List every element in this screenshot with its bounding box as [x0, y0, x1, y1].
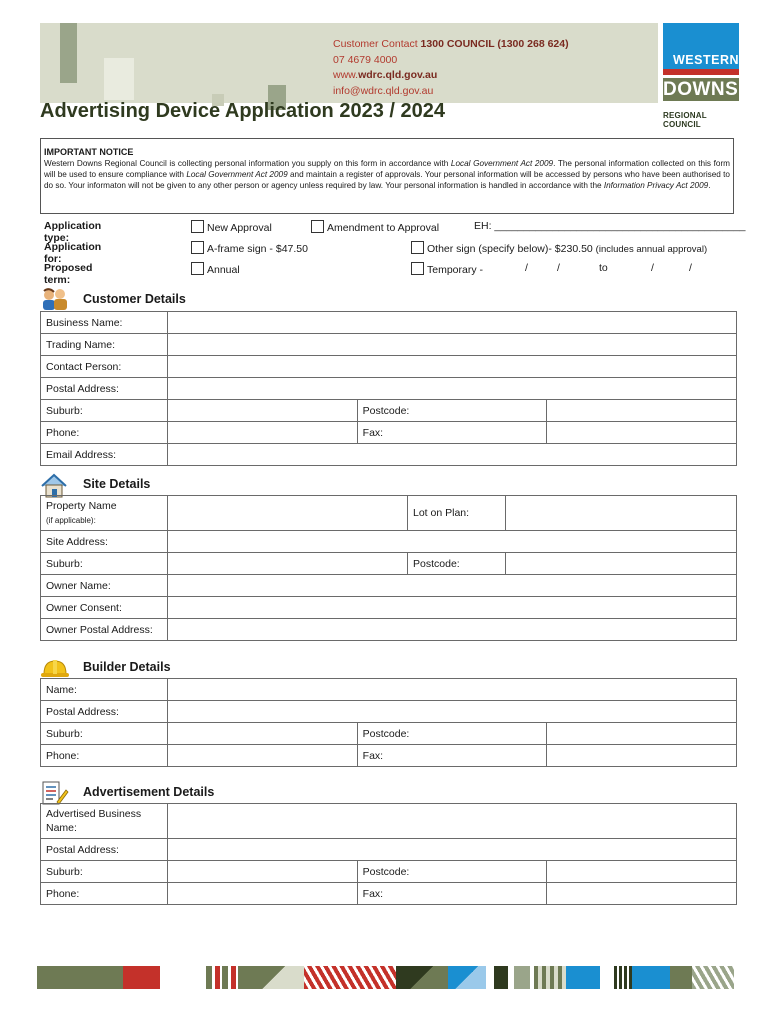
footer-stripe	[37, 966, 123, 989]
field-label: Postal Address:	[41, 701, 168, 723]
footer-stripe	[448, 966, 486, 989]
header-decor-block	[104, 58, 134, 100]
postcode-input[interactable]	[506, 553, 737, 575]
contact-label: Customer Contact	[333, 38, 418, 50]
owner-consent-input[interactable]	[168, 597, 737, 619]
application-for-label: Application for:	[44, 241, 102, 265]
builder-details-table	[40, 678, 737, 767]
logo-downs: DOWNS	[663, 79, 739, 100]
lot-on-plan-input[interactable]	[506, 496, 737, 531]
field-label: Suburb:	[41, 400, 168, 422]
field-label: Postcode:	[408, 553, 506, 575]
phone-input[interactable]	[168, 422, 358, 444]
footer-stripe	[566, 966, 600, 989]
advertisement-postal-input[interactable]	[168, 839, 737, 861]
proposed-term-label: Proposed term:	[44, 262, 93, 286]
builder-name-input[interactable]	[168, 679, 737, 701]
temporary-checkbox[interactable]	[411, 262, 424, 275]
footer-stripe	[514, 966, 530, 989]
footer-stripe	[304, 966, 396, 989]
field-label: Name:	[41, 679, 168, 701]
field-label: Postcode:	[357, 400, 547, 422]
customer-details-table	[40, 311, 737, 466]
trading-name-input[interactable]	[168, 334, 737, 356]
footer-stripe	[614, 966, 632, 989]
field-label: Phone:	[41, 422, 168, 444]
field-label: Owner Name:	[41, 575, 168, 597]
important-notice	[40, 138, 734, 214]
field-label: Owner Postal Address:	[41, 619, 168, 641]
field-label: Phone:	[41, 883, 168, 905]
business-name-input[interactable]	[168, 312, 737, 334]
footer-stripe	[123, 966, 160, 989]
property-name-input[interactable]	[168, 496, 408, 531]
date-slash: /	[525, 262, 528, 274]
council-logo	[663, 23, 739, 129]
aframe-checkbox[interactable]	[191, 241, 204, 254]
field-label: Postal Address:	[41, 839, 168, 861]
eh-field[interactable]: EH: ___________________________________________	[474, 220, 746, 232]
field-label: Property Name (if applicable):	[41, 496, 168, 531]
annual-option[interactable]: Annual	[191, 262, 240, 276]
date-slash: /	[689, 262, 692, 274]
fax-input[interactable]	[547, 422, 737, 444]
contact-phone: 07 4679 4000	[333, 53, 398, 66]
field-label: Trading Name:	[41, 334, 168, 356]
contact-email[interactable]: info@wdrc.qld.gov.au	[333, 84, 434, 97]
date-to-label: to	[599, 262, 608, 274]
suburb-input[interactable]	[168, 553, 408, 575]
site-details-table	[40, 495, 737, 641]
footer-stripe	[632, 966, 670, 989]
notice-body: Western Downs Regional Council is collecting personal information you supply on this form in accordance with Local Government Act 2009. The personal information collected on this form will be used to ensure compliance with Local Government Act 2009 and maintain a register of approvals. Your personal information will be accessed by persons who have been authorised to do so. Your informaton will not be given to any other person or agency unless required by law. Your personal information is handled in accordance with the Information Privacy Act 2009.	[44, 159, 730, 191]
advertised-business-input[interactable]	[168, 804, 737, 839]
application-type-label: Application type:	[44, 220, 102, 244]
field-label: Owner Consent:	[41, 597, 168, 619]
website-prefix: www.	[333, 69, 359, 81]
builder-postal-input[interactable]	[168, 701, 737, 723]
logo-regional-council: REGIONAL COUNCIL	[663, 111, 707, 129]
other-sign-checkbox[interactable]	[411, 241, 424, 254]
field-label: Lot on Plan:	[408, 496, 506, 531]
field-label: Suburb:	[41, 861, 168, 883]
amendment-option[interactable]: Amendment to Approval	[311, 220, 439, 234]
field-label: Phone:	[41, 745, 168, 767]
field-label: Advertised Business Name:	[41, 804, 168, 839]
field-label: Fax:	[357, 883, 547, 905]
field-label: Business Name:	[41, 312, 168, 334]
postcode-input[interactable]	[547, 861, 737, 883]
field-label: Postal Address:	[41, 378, 168, 400]
fax-input[interactable]	[547, 883, 737, 905]
footer-stripe	[670, 966, 692, 989]
date-slash: /	[651, 262, 654, 274]
aframe-option[interactable]: A-frame sign - $47.50	[191, 241, 308, 255]
field-label: Suburb:	[41, 723, 168, 745]
suburb-input[interactable]	[168, 861, 358, 883]
field-label: Suburb:	[41, 553, 168, 575]
phone-input[interactable]	[168, 745, 358, 767]
new-approval-checkbox[interactable]	[191, 220, 204, 233]
phone-input[interactable]	[168, 883, 358, 905]
footer-stripe	[206, 966, 244, 989]
field-label: Contact Person:	[41, 356, 168, 378]
fax-input[interactable]	[547, 745, 737, 767]
notice-heading: IMPORTANT NOTICE	[44, 147, 134, 157]
header-decor-block	[60, 23, 77, 83]
website-link[interactable]: wdrc.qld.gov.au	[358, 69, 438, 81]
contact-block	[333, 37, 569, 99]
new-approval-option[interactable]: New Approval	[191, 220, 272, 234]
postcode-input[interactable]	[547, 723, 737, 745]
field-label: Fax:	[357, 745, 547, 767]
contact-person-input[interactable]	[168, 356, 737, 378]
logo-western: WESTERN	[673, 53, 739, 67]
suburb-input[interactable]	[168, 723, 358, 745]
temporary-option[interactable]: Temporary -	[411, 262, 483, 276]
advertisement-details-table	[40, 803, 737, 905]
amendment-checkbox[interactable]	[311, 220, 324, 233]
page-title: Advertising Device Application 2023 / 2024	[40, 100, 445, 122]
footer-stripe	[534, 966, 566, 989]
other-sign-option[interactable]: Other sign (specify below)- $230.50 (includes annual approval)	[411, 241, 707, 255]
date-slash: /	[557, 262, 560, 274]
site-address-input[interactable]	[168, 531, 737, 553]
footer-stripe	[692, 966, 734, 989]
annual-checkbox[interactable]	[191, 262, 204, 275]
footer-stripe	[494, 966, 508, 989]
suburb-input[interactable]	[168, 400, 358, 422]
field-label: Postcode:	[357, 723, 547, 745]
field-label: Email Address:	[41, 444, 168, 466]
postcode-input[interactable]	[547, 400, 737, 422]
contact-number: 1300 COUNCIL (1300 268 624)	[420, 38, 569, 50]
email-input[interactable]	[168, 444, 737, 466]
footer-stripe	[396, 966, 448, 989]
field-label: Site Address:	[41, 531, 168, 553]
footer-stripe	[244, 966, 304, 989]
field-label: Postcode:	[357, 861, 547, 883]
owner-name-input[interactable]	[168, 575, 737, 597]
postal-address-input[interactable]	[168, 378, 737, 400]
owner-postal-input[interactable]	[168, 619, 737, 641]
field-label: Fax:	[357, 422, 547, 444]
